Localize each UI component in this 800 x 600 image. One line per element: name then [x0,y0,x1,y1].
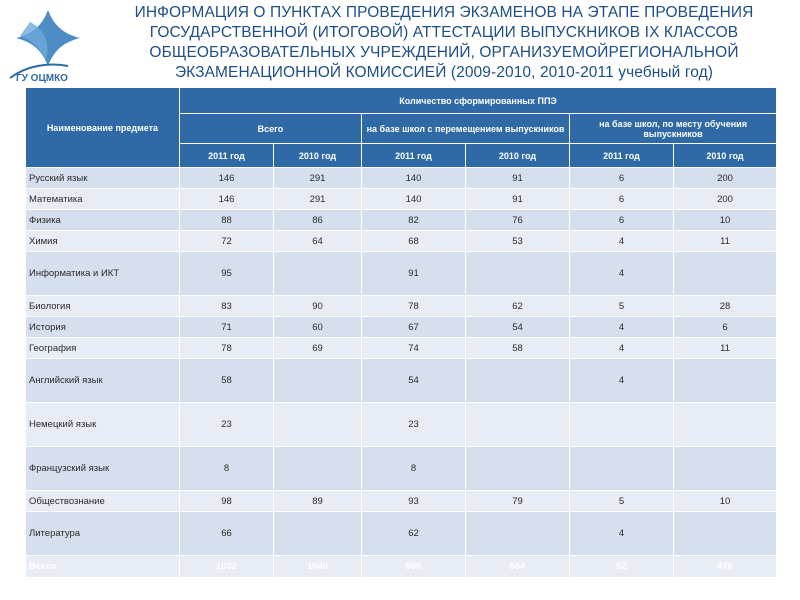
table-row [26,317,777,338]
table-row [26,512,777,556]
subject-cell: Химия [26,231,180,252]
value-cell [274,403,362,447]
value-cell: 23 [362,403,466,447]
value-cell: 10 [674,210,777,231]
value-cell [570,447,674,491]
value-cell [466,403,570,447]
table-row [26,168,777,189]
value-cell: 6 [570,210,674,231]
value-cell: 4 [570,317,674,338]
group-header: Количество сформированных ППЭ [180,88,777,114]
value-cell: 66 [180,512,274,556]
total-value-cell: 1032 [180,556,274,578]
value-cell: 58 [180,359,274,403]
sub-header-relocation: на базе школ с перемещением выпускников [362,114,570,144]
value-cell: 146 [180,189,274,210]
value-cell: 23 [180,403,274,447]
value-cell: 90 [274,296,362,317]
value-cell: 11 [674,338,777,359]
value-cell: 200 [674,189,777,210]
value-cell: 67 [362,317,466,338]
subject-cell: Обществознание [26,491,180,512]
value-cell: 4 [570,359,674,403]
total-value-cell: 52 [570,556,674,578]
value-cell: 53 [466,231,570,252]
subject-cell: География [26,338,180,359]
value-cell: 8 [180,447,274,491]
value-cell: 291 [274,189,362,210]
table-row [26,296,777,317]
year-header: 2010 год [674,144,777,168]
value-cell: 54 [362,359,466,403]
year-header: 2010 год [274,144,362,168]
title-line: ЭКЗАМЕНАЦИОННОЙ КОМИССИЕЙ (2009-2010, 2010-2011 учебный год) [174,64,714,81]
table-row [26,491,777,512]
table-row [26,359,777,403]
value-cell: 78 [362,296,466,317]
value-cell [274,359,362,403]
subject-cell: Французский язык [26,447,180,491]
table-row [26,252,777,296]
total-label: Всего [26,556,180,578]
table-row [26,338,777,359]
value-cell: 64 [274,231,362,252]
value-cell: 69 [274,338,362,359]
value-cell: 78 [180,338,274,359]
value-cell [466,359,570,403]
value-cell: 146 [180,168,274,189]
value-cell: 54 [466,317,570,338]
year-header: 2010 год [466,144,570,168]
value-cell: 76 [466,210,570,231]
subject-cell: Русский язык [26,168,180,189]
table-row [26,447,777,491]
value-cell: 10 [674,491,777,512]
value-cell: 6 [674,317,777,338]
value-cell: 11 [674,231,777,252]
value-cell: 4 [570,252,674,296]
subject-cell: Биология [26,296,180,317]
value-cell: 4 [570,338,674,359]
value-cell: 28 [674,296,777,317]
year-header: 2011 год [180,144,274,168]
value-cell [274,512,362,556]
total-value-cell: 564 [466,556,570,578]
subject-cell: Английский язык [26,359,180,403]
title-line: ОБЩЕОБРАЗОВАТЕЛЬНЫХ УЧРЕЖДЕНИЙ, ОРГАНИЗУЕМОЙРЕГИОНАЛЬНОЙ [149,44,739,61]
value-cell: 93 [362,491,466,512]
total-value-cell: 476 [674,556,777,578]
value-cell [674,403,777,447]
subject-cell: Математика [26,189,180,210]
value-cell: 4 [570,231,674,252]
sub-header-local: на базе школ, по месту обучения выпускников [570,114,777,144]
value-cell: 71 [180,317,274,338]
value-cell [674,447,777,491]
value-cell: 58 [466,338,570,359]
value-cell: 82 [362,210,466,231]
value-cell: 62 [362,512,466,556]
oczmko-logo [6,4,90,84]
subject-cell: История [26,317,180,338]
value-cell: 60 [274,317,362,338]
exam-points-table [25,87,777,578]
value-cell [674,512,777,556]
total-value-cell: 1040 [274,556,362,578]
total-row [26,556,777,578]
table-row [26,189,777,210]
value-cell: 72 [180,231,274,252]
value-cell: 140 [362,189,466,210]
value-cell: 8 [362,447,466,491]
value-cell: 74 [362,338,466,359]
value-cell: 91 [466,189,570,210]
value-cell [274,447,362,491]
header-row-group [26,88,777,114]
subject-cell: Литература [26,512,180,556]
exam-points-table-container [25,87,776,578]
value-cell: 91 [466,168,570,189]
value-cell: 86 [274,210,362,231]
table-row [26,231,777,252]
value-cell [466,252,570,296]
value-cell: 79 [466,491,570,512]
value-cell [274,252,362,296]
value-cell: 5 [570,491,674,512]
value-cell: 6 [570,189,674,210]
table-row [26,403,777,447]
value-cell: 200 [674,168,777,189]
value-cell: 62 [466,296,570,317]
value-cell: 6 [570,168,674,189]
subject-header: Наименование предмета [26,88,180,168]
logo-text: ГУ ОЦМКО [16,73,68,84]
table-row [26,210,777,231]
value-cell: 4 [570,512,674,556]
subject-cell: Информатика и ИКТ [26,252,180,296]
value-cell: 68 [362,231,466,252]
value-cell: 140 [362,168,466,189]
value-cell: 83 [180,296,274,317]
value-cell [674,359,777,403]
value-cell [674,252,777,296]
subject-cell: Физика [26,210,180,231]
year-header: 2011 год [362,144,466,168]
value-cell: 95 [180,252,274,296]
value-cell [466,447,570,491]
year-header: 2011 год [570,144,674,168]
value-cell: 91 [362,252,466,296]
page-title [92,3,796,83]
value-cell: 89 [274,491,362,512]
value-cell: 5 [570,296,674,317]
value-cell [466,512,570,556]
value-cell: 88 [180,210,274,231]
subject-cell: Немецкий язык [26,403,180,447]
title-line: ИНФОРМАЦИЯ О ПУНКТАХ ПРОВЕДЕНИЯ ЭКЗАМЕНОВ НА ЭТАПЕ ПРОВЕДЕНИЯ [134,4,754,21]
title-line: ГОСУДАРСТВЕННОЙ (ИТОГОВОЙ) АТТЕСТАЦИИ ВЫПУСКНИКОВ IX КЛАССОВ [149,24,739,41]
value-cell: 98 [180,491,274,512]
total-value-cell: 980 [362,556,466,578]
value-cell: 291 [274,168,362,189]
value-cell [570,403,674,447]
sub-header-total: Всего [180,114,362,144]
